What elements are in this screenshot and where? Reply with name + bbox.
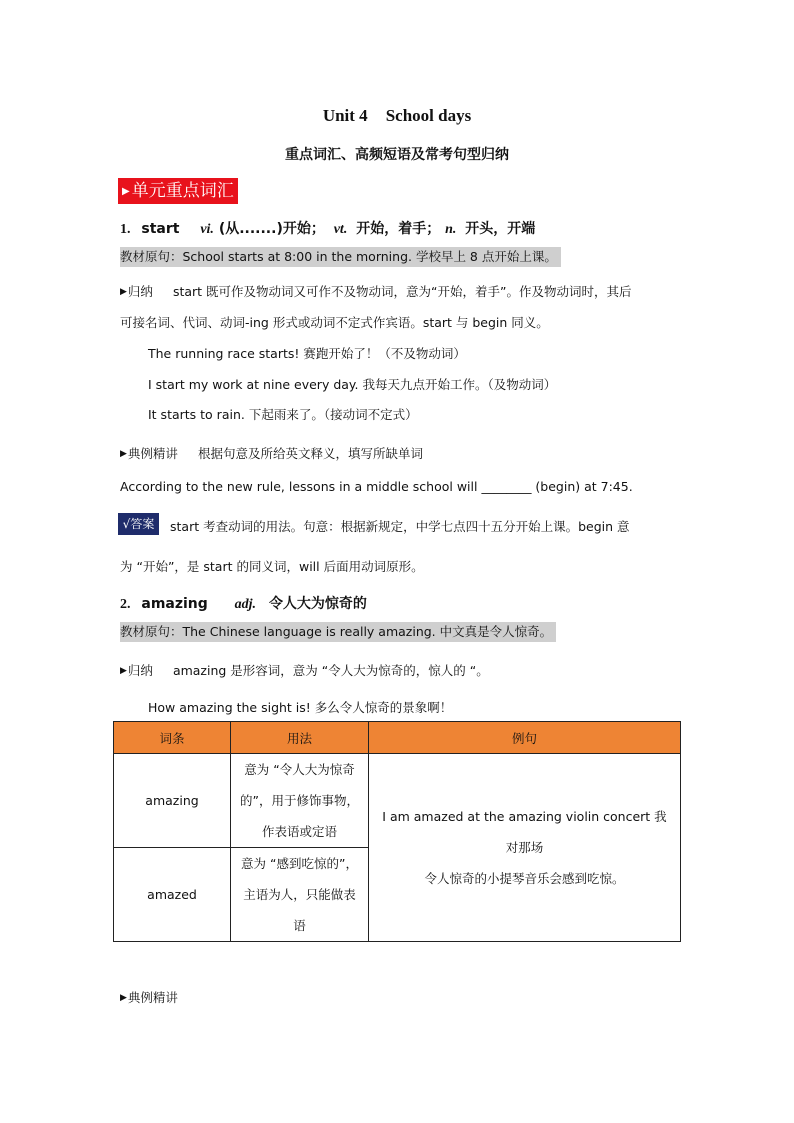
table-cell-word: amazing <box>114 754 231 848</box>
item1-summary-line1: ▶归纳 start 既可作及物动词又可作不及物动词，意为“开始，着手”。作及物动词时，其后 <box>120 284 632 299</box>
title-unit: Unit 4 <box>322 106 368 125</box>
item2-practice-heading: ▶典例精讲 <box>120 990 178 1005</box>
table-cell-example: I am amazed at the amazing violin concert 我对那场 令人惊奇的小提琴音乐会感到吃惊。 <box>369 754 681 942</box>
item1-answer-line1: start 考查动词的用法。句意：根据新规定，中学七点四十五分开始上课。begin 意 <box>170 519 630 534</box>
item2-heading: 2. amazing adj. 令人大为惊奇的 <box>120 596 367 612</box>
table-cell-word: amazed <box>114 848 231 942</box>
table-header-row <box>114 722 681 754</box>
triangle-icon: ▶ <box>120 449 127 459</box>
table-cell-usage: 意为 “令人大为惊奇 的”，用于修饰事物， 作表语或定语 <box>231 754 369 848</box>
item2-summary: ▶归纳 amazing 是形容词，意为 “令人大为惊奇的，惊人的 “。 <box>120 663 489 678</box>
item1-word: start <box>141 221 180 237</box>
item2-word: amazing <box>141 596 208 612</box>
usage-table <box>113 721 681 942</box>
triangle-icon: ▶ <box>120 993 127 1003</box>
table-header-cell: 词条 <box>114 722 231 754</box>
table-header-cell: 用法 <box>231 722 369 754</box>
item1-practice-heading: ▶典例精讲 根据句意及所给英文释义，填写所缺单词 <box>120 446 423 461</box>
triangle-icon: ▶ <box>120 666 127 676</box>
table-row <box>114 754 681 848</box>
item1-example3: It starts to rain. 下起雨来了。（接动词不定式） <box>148 407 418 422</box>
item1-source-sentence: 教材原句：School starts at 8:00 in the morning. 学校早上 8 点开始上课。 <box>120 247 561 267</box>
section-tag <box>118 178 238 204</box>
item1-answer-line2: 为 “开始”，是 start 的同义词，will 后面用动词原形。 <box>120 559 424 574</box>
item1-heading: 1. start vi. (从.......)开始； vt. 开始，着手； n. 开头，开端 <box>120 221 536 237</box>
title-name: School days <box>385 106 472 125</box>
page-title <box>0 106 794 126</box>
item2-source-sentence: 教材原句：The Chinese language is really amazing. 中文真是令人惊奇。 <box>120 622 556 642</box>
item1-practice-question: According to the new rule, lessons in a middle school will ________ (begin) at 7:45. <box>120 479 633 494</box>
table-cell-usage: 意为 “感到吃惊的”， 主语为人，只能做表 语 <box>231 848 369 942</box>
triangle-icon: ▶ <box>122 186 130 197</box>
item1-example1: The running race starts! 赛跑开始了！（不及物动词） <box>148 346 466 361</box>
page-subtitle: 重点词汇、高频短语及常考句型归纳 <box>285 147 509 163</box>
item1-summary-line2: 可接名词、代词、动词-ing 形式或动词不定式作宾语。start 与 begin 同义。 <box>120 315 549 330</box>
table-header-cell: 例句 <box>369 722 681 754</box>
section-tag-label: 单元重点词汇 <box>131 181 234 201</box>
item1-example2: I start my work at nine every day. 我每天九点开始工作。（及物动词） <box>148 377 557 392</box>
triangle-icon: ▶ <box>120 287 127 297</box>
answer-tag: √答案 <box>118 513 159 535</box>
item2-example: How amazing the sight is! 多么令人惊奇的景象啊！ <box>148 700 453 715</box>
